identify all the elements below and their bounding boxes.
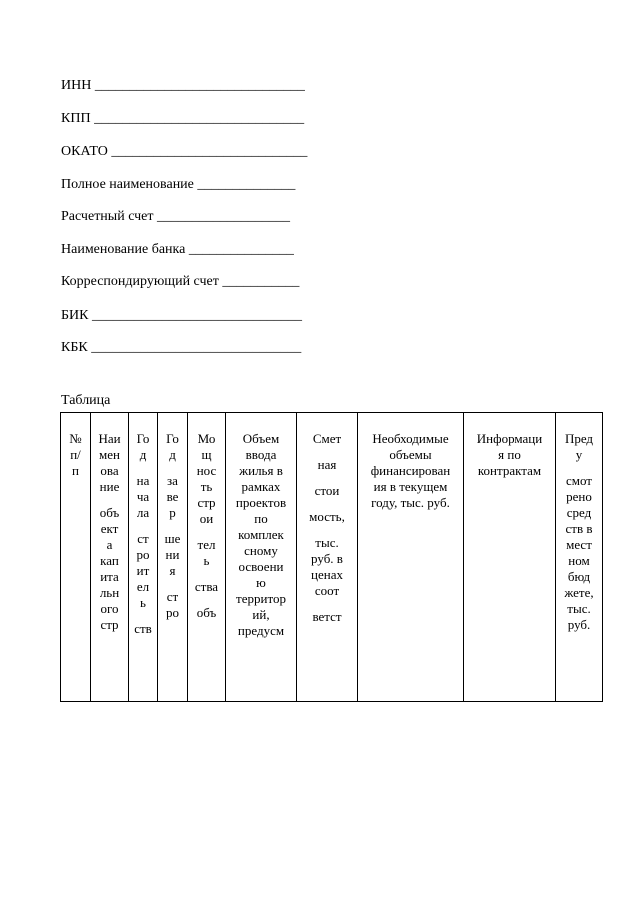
header-line: стр bbox=[100, 617, 119, 632]
header-line: ть bbox=[200, 479, 213, 494]
column-header-text bbox=[91, 413, 128, 633]
header-line: ветст bbox=[312, 609, 342, 624]
header-line: мен bbox=[99, 447, 120, 462]
table-header-row bbox=[61, 413, 603, 702]
header-line: № bbox=[69, 431, 82, 446]
field-label: Наименование банка bbox=[61, 242, 186, 257]
header-line: финансирован bbox=[370, 463, 451, 478]
header-line: бюд bbox=[567, 569, 591, 584]
header-line: проектов bbox=[235, 495, 287, 510]
column-header-cell bbox=[129, 413, 158, 702]
header-line: Информаци bbox=[476, 431, 543, 446]
header-line: рено bbox=[566, 489, 592, 504]
header-line-gap bbox=[297, 499, 357, 509]
header-line: Смет bbox=[312, 431, 342, 446]
header-line: п bbox=[72, 463, 79, 478]
header-line: ь bbox=[203, 553, 210, 568]
header-line-gap bbox=[297, 525, 357, 535]
header-line: тыс. bbox=[315, 535, 339, 550]
column-header-cell bbox=[358, 413, 464, 702]
header-line: по bbox=[254, 511, 268, 526]
column-header-text bbox=[464, 413, 555, 479]
header-line: у bbox=[575, 447, 583, 462]
header-line: ств bbox=[134, 621, 152, 636]
column-header-text bbox=[129, 413, 157, 637]
header-line: освоени bbox=[238, 559, 284, 574]
header-line: ит bbox=[136, 563, 150, 578]
column-header-text bbox=[158, 413, 187, 621]
requisite-field bbox=[61, 177, 295, 193]
header-line: за bbox=[167, 473, 178, 488]
header-line: Пред bbox=[564, 431, 594, 446]
header-line: смот bbox=[565, 473, 592, 488]
column-header-cell bbox=[464, 413, 556, 702]
header-line: объ bbox=[99, 505, 120, 520]
header-line: ект bbox=[100, 521, 119, 536]
header-line-gap bbox=[297, 599, 357, 609]
field-fill-line[interactable]: ______________________________ bbox=[94, 78, 305, 93]
header-line: руб. в bbox=[311, 551, 343, 566]
column-header-cell bbox=[91, 413, 129, 702]
header-line: льн bbox=[99, 585, 120, 600]
header-line-gap bbox=[556, 463, 602, 473]
header-line: ова bbox=[100, 463, 119, 478]
header-line: Необходимые bbox=[372, 431, 449, 446]
column-header-cell bbox=[188, 413, 226, 702]
header-line: ел bbox=[136, 579, 150, 594]
header-line: тел bbox=[197, 537, 216, 552]
header-line: я по bbox=[498, 447, 521, 462]
header-line-gap bbox=[129, 521, 157, 531]
header-line: ни bbox=[165, 547, 180, 562]
header-line: ном bbox=[568, 553, 590, 568]
column-header-text bbox=[188, 413, 225, 621]
header-line: сному bbox=[244, 543, 278, 558]
field-fill-line[interactable]: ______________________________ bbox=[91, 340, 302, 355]
header-line-gap bbox=[158, 579, 187, 589]
header-line: ние bbox=[99, 479, 120, 494]
field-fill-line[interactable]: ______________ bbox=[197, 177, 296, 192]
requisite-field bbox=[61, 242, 294, 258]
field-fill-line[interactable]: ____________________________ bbox=[111, 144, 308, 159]
header-line: ценах bbox=[311, 567, 343, 582]
header-line: мест bbox=[566, 537, 592, 552]
header-line: д bbox=[169, 447, 176, 462]
requisite-field bbox=[61, 111, 304, 127]
header-line: сред bbox=[566, 505, 592, 520]
header-line: ввода bbox=[245, 447, 277, 462]
field-fill-line[interactable]: ______________________________ bbox=[92, 308, 302, 323]
field-fill-line[interactable]: ___________ bbox=[222, 274, 300, 289]
column-header-cell bbox=[158, 413, 188, 702]
header-line: Го bbox=[136, 431, 150, 446]
header-line-gap bbox=[129, 463, 157, 473]
requisite-field bbox=[61, 78, 305, 94]
header-line: щ bbox=[201, 447, 212, 462]
header-line: стои bbox=[314, 483, 340, 498]
header-line: году, тыс. руб. bbox=[371, 495, 450, 510]
header-line: ная bbox=[317, 457, 337, 472]
header-line: ия в текущем bbox=[373, 479, 448, 494]
data-table bbox=[60, 412, 603, 702]
header-line: ого bbox=[100, 601, 119, 616]
header-line: соот bbox=[314, 583, 340, 598]
column-header-cell bbox=[61, 413, 91, 702]
header-line: Наи bbox=[98, 431, 121, 446]
header-line: территор bbox=[236, 591, 286, 606]
table-caption: Таблица bbox=[61, 393, 111, 408]
column-header-text bbox=[61, 413, 90, 479]
header-line: жилья в bbox=[239, 463, 283, 478]
column-header-cell bbox=[226, 413, 297, 702]
requisite-field bbox=[61, 209, 290, 225]
header-line: объемы bbox=[389, 447, 432, 462]
field-label: Полное наименование bbox=[61, 177, 194, 192]
header-line: объ bbox=[196, 605, 217, 620]
field-label: КБК bbox=[61, 340, 88, 355]
column-header-text bbox=[358, 413, 463, 511]
field-label: ОКАТО bbox=[61, 144, 108, 159]
header-line: контрактам bbox=[477, 463, 542, 478]
field-label: БИК bbox=[61, 308, 89, 323]
header-line: ро bbox=[166, 605, 179, 620]
header-line: ю bbox=[256, 575, 266, 590]
header-line: д bbox=[139, 447, 147, 462]
column-header-text bbox=[226, 413, 296, 639]
header-line: рамках bbox=[241, 479, 281, 494]
header-line: нос bbox=[196, 463, 217, 478]
header-line: ои bbox=[199, 511, 214, 526]
header-line: ст bbox=[166, 589, 179, 604]
requisite-field bbox=[61, 274, 299, 290]
header-line-gap bbox=[188, 527, 225, 537]
header-line: а bbox=[106, 537, 113, 552]
column-header-text bbox=[556, 413, 602, 633]
header-line: комплек bbox=[238, 527, 284, 542]
header-line: ст bbox=[137, 531, 149, 546]
column-header-cell bbox=[556, 413, 603, 702]
header-line: Го bbox=[166, 431, 179, 446]
field-fill-line[interactable]: _______________ bbox=[188, 242, 294, 257]
header-line: ше bbox=[164, 531, 181, 546]
header-line: мость, bbox=[309, 509, 345, 524]
field-label: Корреспондирующий счет bbox=[61, 274, 219, 289]
header-line: ий, bbox=[252, 607, 270, 622]
header-line: р bbox=[169, 505, 176, 520]
header-line: ств в bbox=[565, 521, 593, 536]
header-line: Мо bbox=[197, 431, 216, 446]
header-line: ства bbox=[194, 579, 219, 594]
header-line-gap bbox=[91, 495, 128, 505]
column-header-text bbox=[297, 413, 357, 625]
header-line: п/ bbox=[70, 447, 81, 462]
field-label: ИНН bbox=[61, 78, 92, 93]
requisite-field bbox=[61, 340, 301, 356]
header-line: стр bbox=[197, 495, 216, 510]
field-label: Расчетный счет bbox=[61, 209, 154, 224]
header-line-gap bbox=[158, 521, 187, 531]
field-label: КПП bbox=[61, 111, 91, 126]
header-line-gap bbox=[188, 569, 225, 579]
header-line: ро bbox=[136, 547, 150, 562]
header-line-gap bbox=[297, 473, 357, 483]
header-line: ла bbox=[136, 505, 150, 520]
header-line: предусм bbox=[237, 623, 285, 638]
requisite-field bbox=[61, 308, 302, 324]
requisite-field bbox=[61, 144, 307, 160]
header-line: тыс. bbox=[567, 601, 591, 616]
field-fill-line[interactable]: ___________________ bbox=[157, 209, 291, 224]
header-line: на bbox=[136, 473, 150, 488]
header-line: жете, bbox=[564, 585, 594, 600]
header-line-gap bbox=[297, 447, 357, 457]
column-header-cell bbox=[297, 413, 358, 702]
header-line: ита bbox=[100, 569, 119, 584]
header-line: руб. bbox=[567, 617, 591, 632]
header-line: ь bbox=[140, 595, 146, 610]
header-line: кап bbox=[100, 553, 119, 568]
field-fill-line[interactable]: ______________________________ bbox=[94, 111, 305, 126]
header-line: ве bbox=[166, 489, 179, 504]
header-line-gap bbox=[158, 463, 187, 473]
header-line: ча bbox=[136, 489, 150, 504]
header-line: Объем bbox=[242, 431, 280, 446]
header-line: я bbox=[169, 563, 176, 578]
header-line-gap bbox=[129, 611, 157, 621]
header-line-gap bbox=[188, 595, 225, 605]
